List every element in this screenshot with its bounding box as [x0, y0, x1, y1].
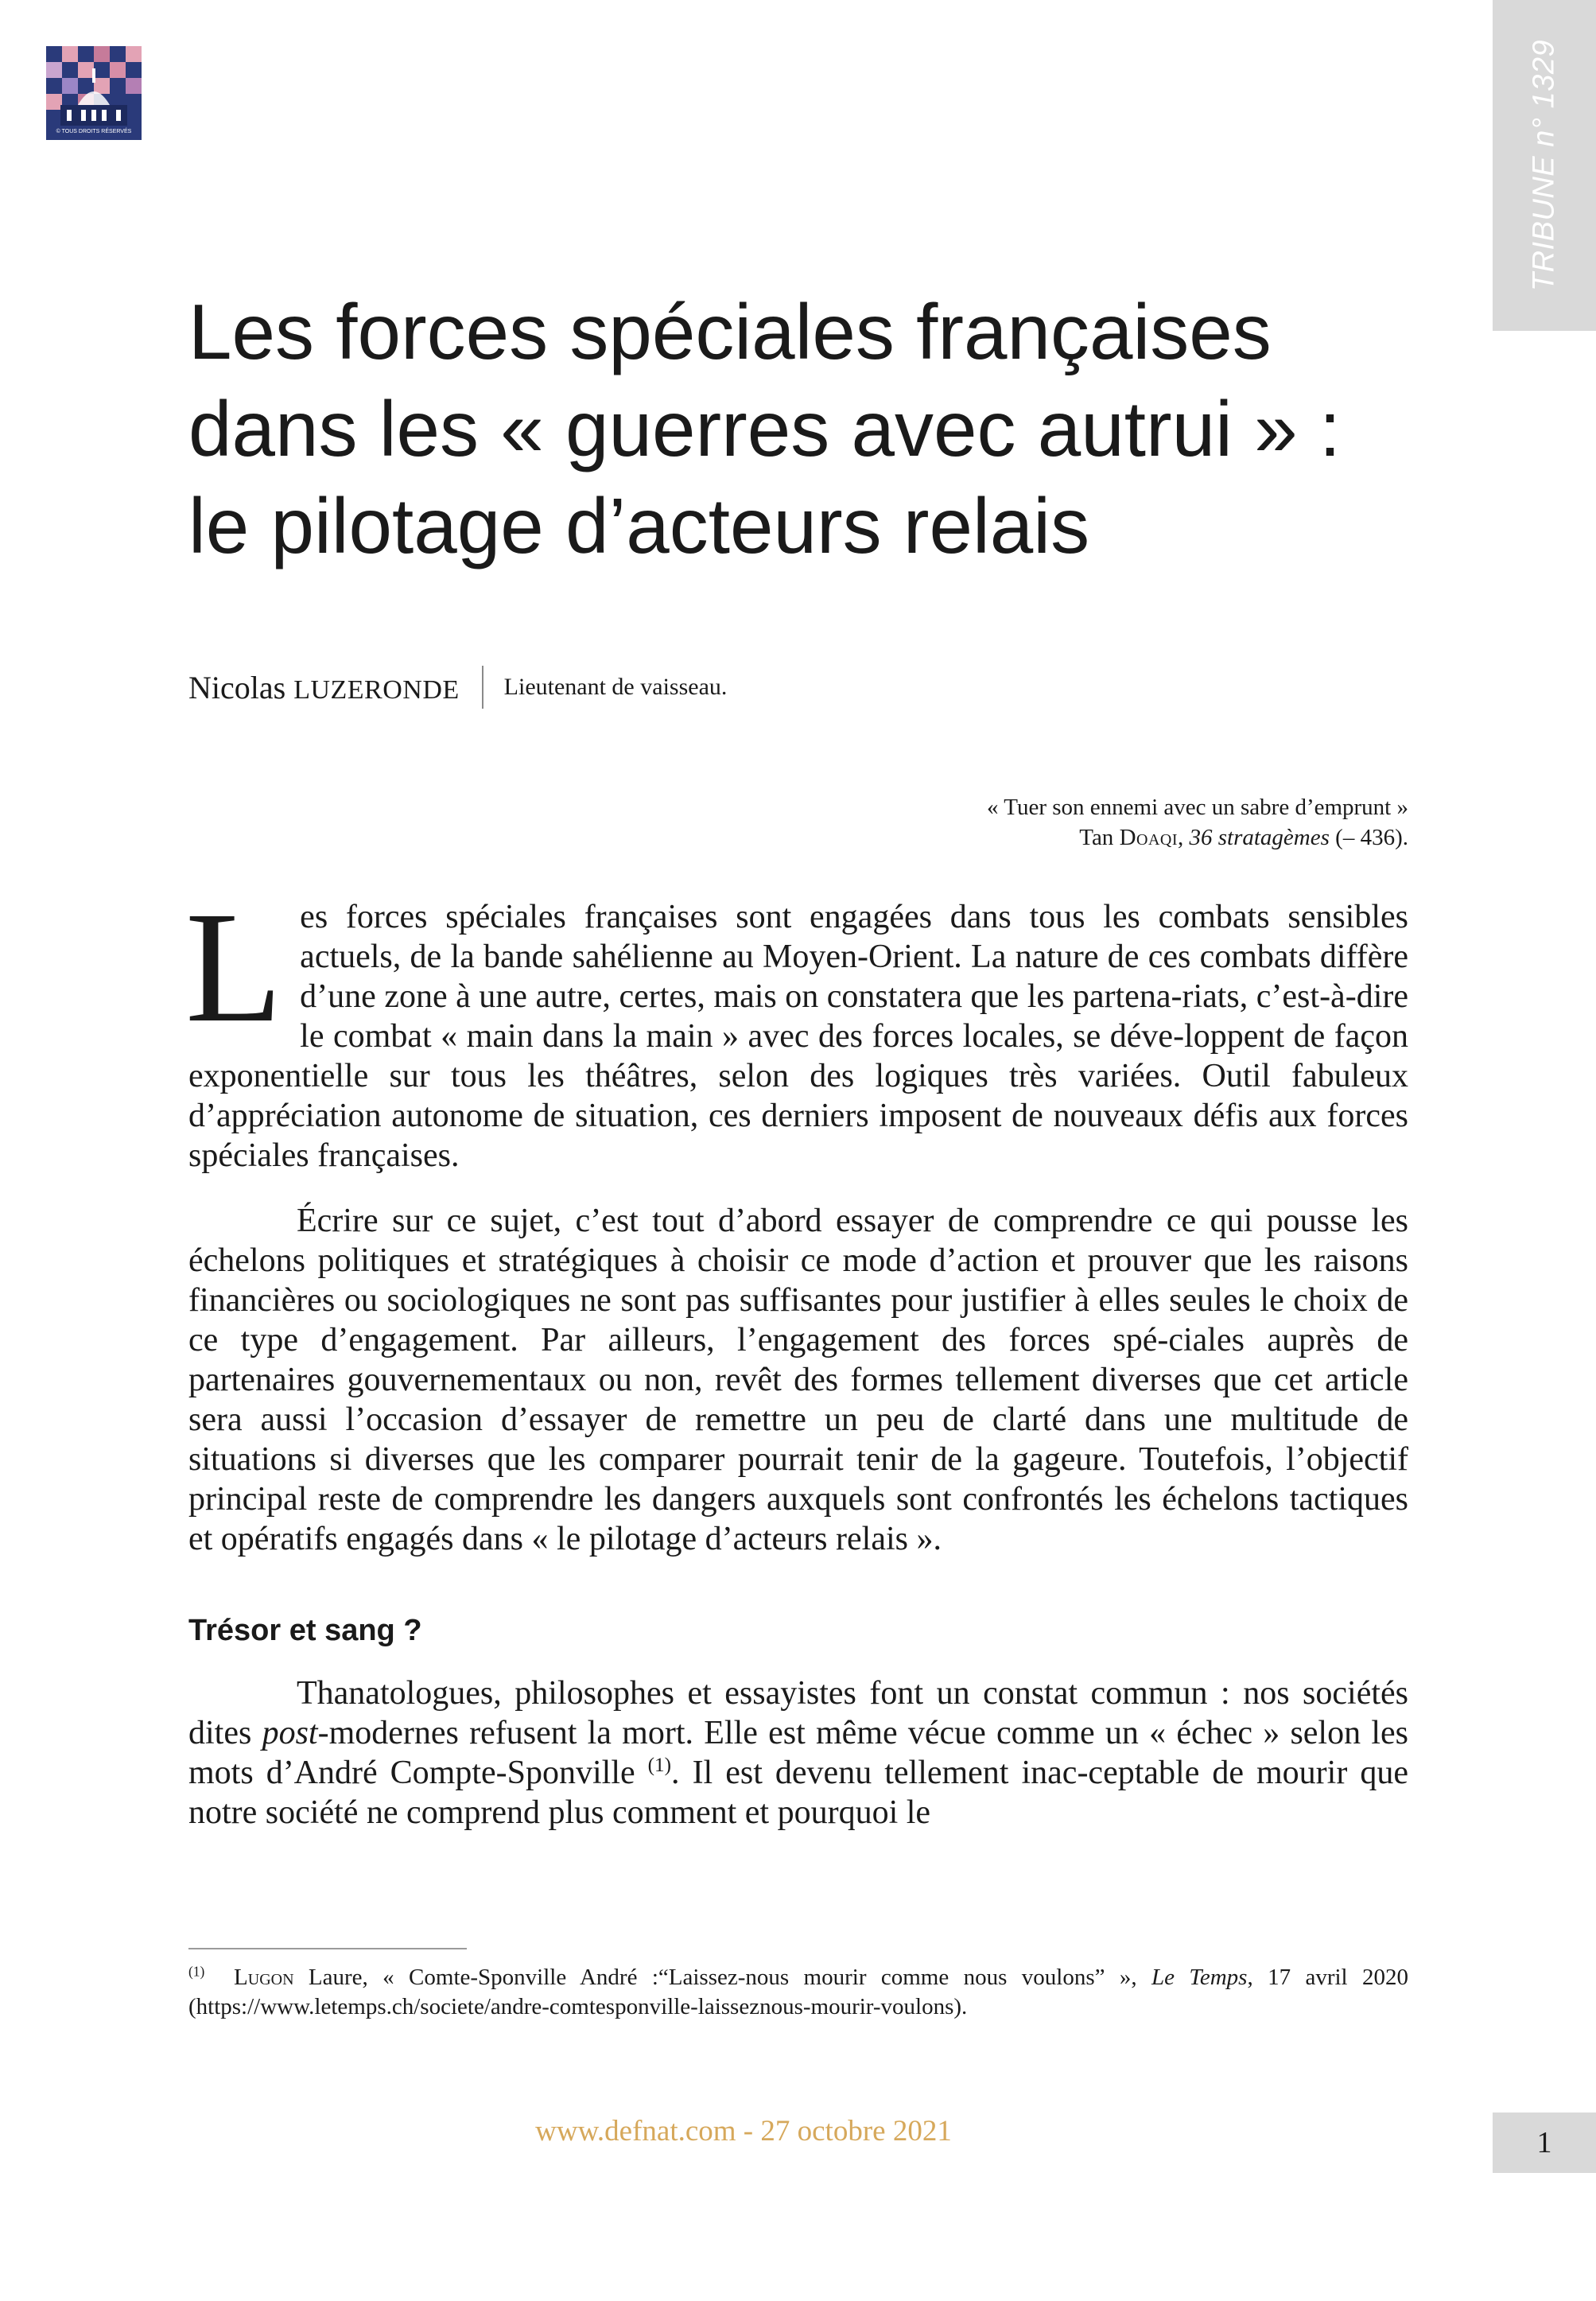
publication-logo [46, 46, 142, 140]
footnote-source: Le Temps [1151, 1965, 1248, 1990]
paragraph-3-emphasis: post [262, 1715, 318, 1751]
paragraph-1 [185, 880, 1408, 1176]
epigraph-author-last: Doaqi [1119, 825, 1178, 850]
footnote-author-last: Lugon [234, 1965, 294, 1990]
epigraph-date: (– 436). [1335, 825, 1408, 850]
author-name [188, 669, 460, 706]
footnote-marker: (1) [188, 1963, 205, 1980]
page-number: 1 [1536, 2126, 1552, 2159]
tribune-number: n° 1329 [1527, 39, 1561, 147]
tribune-series: TRIBUNE [1527, 155, 1561, 292]
tribune-label [1528, 40, 1562, 291]
section-heading: Trésor et sang ? [188, 1614, 422, 1647]
paragraph-3-text-a: Thanatologues, philosophes et essayistes font un constat commun : nos sociétés dites [188, 1675, 1408, 1751]
epigraph-comma: , [1178, 825, 1184, 850]
paragraph-2: Écrire sur ce sujet, c’est tout d’abord essayer de comprendre ce qui pousse les échelons politiques et stratégiques à choisir ce mode d’action et prouver que les raisons financières ou sociologiques ne sont pas suffisantes pour justifier à elles seules le choix de ce type d’engagement. Par ailleurs, l’engagement des forces spé-ciales auprès de partenaires gouvernementaux ou non, revêt des formes tellement diverses que cet article sera aussi l’occasion d’essayer de remettre un peu de clarté dans une multitude de situations si diverses que les comparer pourrait tenir de la gageure. Toutefois, l’objectif principal reste de comprendre les dangers auxquels sont confrontés les échelons tactiques et opératifs engagés dans « le pilotage d’acteurs relais ». [188, 1203, 1408, 1557]
author-role: Lieutenant de vaisseau. [503, 674, 728, 700]
title-line-3: le pilotage d’acteurs relais [188, 482, 1090, 569]
footnote-text-b[interactable]: , 17 avril 2020 (https://www.letemps.ch/societe/andre-comtesponville-laisseznous-mourir-voulons). [188, 1965, 1408, 2019]
author-last-name: LUZERONDE [293, 674, 460, 705]
author-separator [482, 666, 483, 709]
paragraph-3 [188, 1673, 1408, 1833]
article-body [185, 880, 1408, 1858]
epigraph [987, 792, 1408, 853]
epigraph-quote: « Tuer son ennemi avec un sabre d’emprunt » [987, 795, 1408, 820]
logo-graphic [46, 46, 142, 140]
epigraph-work: 36 stratagèmes [1189, 825, 1330, 850]
epigraph-attribution [987, 822, 1408, 853]
footnote-rule [188, 1948, 467, 1949]
footnote-1 [188, 1963, 1408, 2022]
footnote-ref-1[interactable]: (1) [647, 1755, 672, 1776]
paragraph-3-text-b: -modernes refusent la mort. Elle est même vécue comme un « échec » selon les mots d’André Compte-Sponville [188, 1715, 1408, 1791]
article-title [188, 283, 1429, 574]
author-first-name: Nicolas [188, 669, 286, 705]
paragraph-3-text-c: . Il est devenu tellement inac-ceptable de mourir que notre société ne comprend plus comment et pourquoi le [188, 1755, 1408, 1831]
title-line-2: dans les « guerres avec autrui » : [188, 385, 1342, 472]
author-byline [188, 665, 727, 709]
epigraph-author-first: Tan [1079, 825, 1114, 850]
tribune-side-tab [1493, 0, 1596, 331]
footnote-text-a: Laure, « Comte-Sponville André :“Laissez-nous mourir comme nous voulons” », [293, 1965, 1151, 1990]
paragraph-1-text: es forces spéciales françaises sont engagées dans tous les combats sensibles actuels, de la bande sahélienne au Moyen-Orient. La nature de ces combats diffère d’une zone à une autre, certes, mais on constatera que les partena-riats, c’est-à-dire le combat « main dans la main » avec des forces locales, se déve-loppent de façon exponentielle sur tous les théâtres, selon des logiques très variées. Outil fabuleux d’appréciation autonome de situation, ces derniers imposent de nouveaux défis aux forces spéciales françaises. [188, 899, 1408, 1174]
footer-website-date[interactable]: www.defnat.com - 27 octobre 2021 [535, 2115, 952, 2147]
drop-cap: L [185, 880, 283, 1055]
title-line-1: Les forces spéciales françaises [188, 288, 1272, 375]
logo-caption: © TOUS DROITS RÉSERVÉS [56, 129, 132, 134]
page-number-tab [1493, 2112, 1596, 2173]
